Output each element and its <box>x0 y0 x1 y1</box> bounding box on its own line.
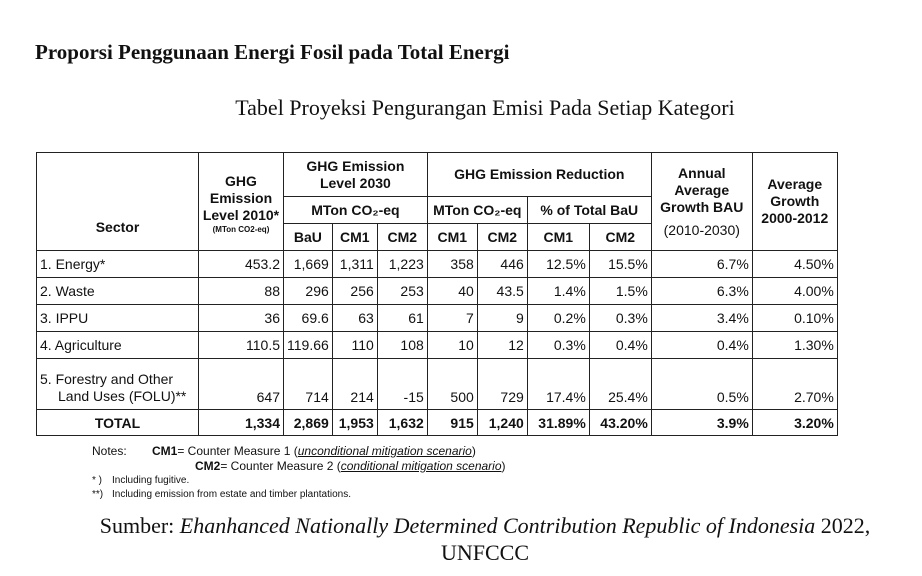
table-cell: 17.4% <box>527 359 589 410</box>
table-cell: 0.4% <box>589 332 651 359</box>
table-cell: 88 <box>199 278 284 305</box>
table-cell: 358 <box>427 251 477 278</box>
header-ghg-2010-unit: (MTon CO2-eq) <box>212 224 270 234</box>
table-cell: 296 <box>284 278 333 305</box>
header-unit-reduction: MTon CO₂-eq <box>427 197 527 224</box>
table-cell: 10 <box>427 332 477 359</box>
table-cell: 1.5% <box>589 278 651 305</box>
header-row-1 <box>37 153 838 197</box>
header-sector: Sector <box>37 153 199 251</box>
table-cell: 108 <box>377 332 427 359</box>
table-cell: 40 <box>427 278 477 305</box>
source-line-1 <box>0 512 922 539</box>
table-cell: 1,334 <box>199 410 284 436</box>
header-ghg-2010 <box>199 153 284 251</box>
header-unit-percent: % of Total BaU <box>527 197 651 224</box>
table-cell: 214 <box>332 359 377 410</box>
table-cell: 63 <box>332 305 377 332</box>
note-cm2 <box>92 459 506 474</box>
table-cell: 31.89% <box>527 410 589 436</box>
table-row-folu <box>37 359 838 410</box>
table-row-total <box>37 410 838 436</box>
footnote-1-mark: * ) <box>92 475 102 486</box>
source-line-2: UNFCCC <box>440 540 530 565</box>
table-cell: 1.4% <box>527 278 589 305</box>
source-citation <box>0 512 922 566</box>
footnote-2-mark: **) <box>92 489 104 500</box>
table-cell: 0.4% <box>651 332 752 359</box>
footnote-2-text: Including emission from estate and timber plantations. <box>112 489 352 500</box>
note-cm2-key: CM2 <box>195 459 221 473</box>
header-sub-cm2: CM2 <box>477 224 527 251</box>
table-cell: 1,223 <box>377 251 427 278</box>
table-row <box>37 278 838 305</box>
table-cell: 2,869 <box>284 410 333 436</box>
table-row <box>37 332 838 359</box>
header-annual-growth-period: (2010-2030) <box>663 221 740 238</box>
header-sub-bau: BaU <box>284 224 333 251</box>
table-cell: 500 <box>427 359 477 410</box>
table-cell: 7 <box>427 305 477 332</box>
footnote-2 <box>92 488 506 502</box>
note-cm2-close: ) <box>501 459 506 473</box>
table-cell: 1,953 <box>332 410 377 436</box>
table-cell: 9 <box>477 305 527 332</box>
header-sub-cm1: CM1 <box>527 224 589 251</box>
header-unit-2030: MTon CO₂-eq <box>284 197 428 224</box>
table-cell: 453.2 <box>199 251 284 278</box>
table-cell: 0.2% <box>527 305 589 332</box>
notes-label: Notes: <box>92 444 127 458</box>
row-label: 3. IPPU <box>37 305 199 332</box>
table-cell: 69.6 <box>284 305 333 332</box>
table-cell: 1,632 <box>377 410 427 436</box>
table-cell: 915 <box>427 410 477 436</box>
page-heading: Proporsi Penggunaan Energi Fosil pada Total Energi <box>35 40 510 64</box>
table-row <box>37 305 838 332</box>
header-sub-cm1: CM1 <box>332 224 377 251</box>
header-annual-growth-label: Annual Average Growth BAU <box>660 164 744 215</box>
note-cm1-scenario: unconditional mitigation scenario <box>297 444 472 458</box>
row-label-line-1: 5. Forestry and Other <box>40 371 174 387</box>
table-cell: 4.50% <box>752 251 837 278</box>
source-suffix: 2022, <box>815 513 871 538</box>
table-notes <box>92 444 506 502</box>
row-label: 4. Agriculture <box>37 332 199 359</box>
table-cell: 43.5 <box>477 278 527 305</box>
table-cell: 15.5% <box>589 251 651 278</box>
table-cell: 43.20% <box>589 410 651 436</box>
header-annual-growth <box>651 153 752 251</box>
note-cm2-scenario: conditional mitigation scenario <box>340 459 502 473</box>
row-label <box>37 359 199 410</box>
total-label: TOTAL <box>37 410 199 436</box>
table-row <box>37 251 838 278</box>
table-cell: 2.70% <box>752 359 837 410</box>
table-cell: 12.5% <box>527 251 589 278</box>
table-cell: 36 <box>199 305 284 332</box>
footnote-1-text: Including fugitive. <box>112 475 190 486</box>
note-cm1-close: ) <box>471 444 476 458</box>
row-label: 2. Waste <box>37 278 199 305</box>
table-cell: 4.00% <box>752 278 837 305</box>
emission-reduction-table <box>36 152 838 436</box>
table-cell: 0.5% <box>651 359 752 410</box>
table-cell: 0.3% <box>589 305 651 332</box>
table-cell: 1.30% <box>752 332 837 359</box>
table-cell: 3.9% <box>651 410 752 436</box>
header-sub-cm2: CM2 <box>377 224 427 251</box>
table-caption: Tabel Proyeksi Pengurangan Emisi Pada Setiap Kategori <box>235 95 735 120</box>
header-average-growth: Average Growth 2000-2012 <box>752 153 837 251</box>
table-cell: 1,240 <box>477 410 527 436</box>
note-cm1 <box>92 444 506 459</box>
table-cell: 1,311 <box>332 251 377 278</box>
table-cell: 256 <box>332 278 377 305</box>
note-cm2-text: = Counter Measure 2 ( <box>220 459 341 473</box>
table-cell: 446 <box>477 251 527 278</box>
row-label-line-2: Land Uses (FOLU)** <box>58 388 187 404</box>
header-ghg-2030: GHG Emission Level 2030 <box>284 153 428 197</box>
table-cell: 110 <box>332 332 377 359</box>
table-cell: 6.3% <box>651 278 752 305</box>
table-cell: 6.7% <box>651 251 752 278</box>
table-cell: 119.66 <box>284 332 333 359</box>
source-prefix: Sumber: <box>99 513 180 538</box>
note-cm1-key: CM1 <box>152 444 178 458</box>
header-sub-cm1: CM1 <box>427 224 477 251</box>
table-cell: 647 <box>199 359 284 410</box>
table-cell: 61 <box>377 305 427 332</box>
header-sub-cm2: CM2 <box>589 224 651 251</box>
header-ghg-reduction: GHG Emission Reduction <box>427 153 651 197</box>
table-cell: 0.3% <box>527 332 589 359</box>
table-cell: 25.4% <box>589 359 651 410</box>
header-ghg-2010-label: GHG Emission Level 2010* <box>202 172 280 223</box>
table-cell: 1,669 <box>284 251 333 278</box>
source-title: Ehanhanced Nationally Determined Contribution Republic of Indonesia <box>179 513 816 538</box>
table-cell: 253 <box>377 278 427 305</box>
table-cell: 729 <box>477 359 527 410</box>
table-cell: 3.4% <box>651 305 752 332</box>
table-cell: 714 <box>284 359 333 410</box>
note-cm1-text: = Counter Measure 1 ( <box>177 444 298 458</box>
table-cell: 110.5 <box>199 332 284 359</box>
footnote-1 <box>92 474 506 488</box>
table-cell: -15 <box>377 359 427 410</box>
row-label: 1. Energy* <box>37 251 199 278</box>
table-cell: 12 <box>477 332 527 359</box>
table-cell: 0.10% <box>752 305 837 332</box>
table-cell: 3.20% <box>752 410 837 436</box>
